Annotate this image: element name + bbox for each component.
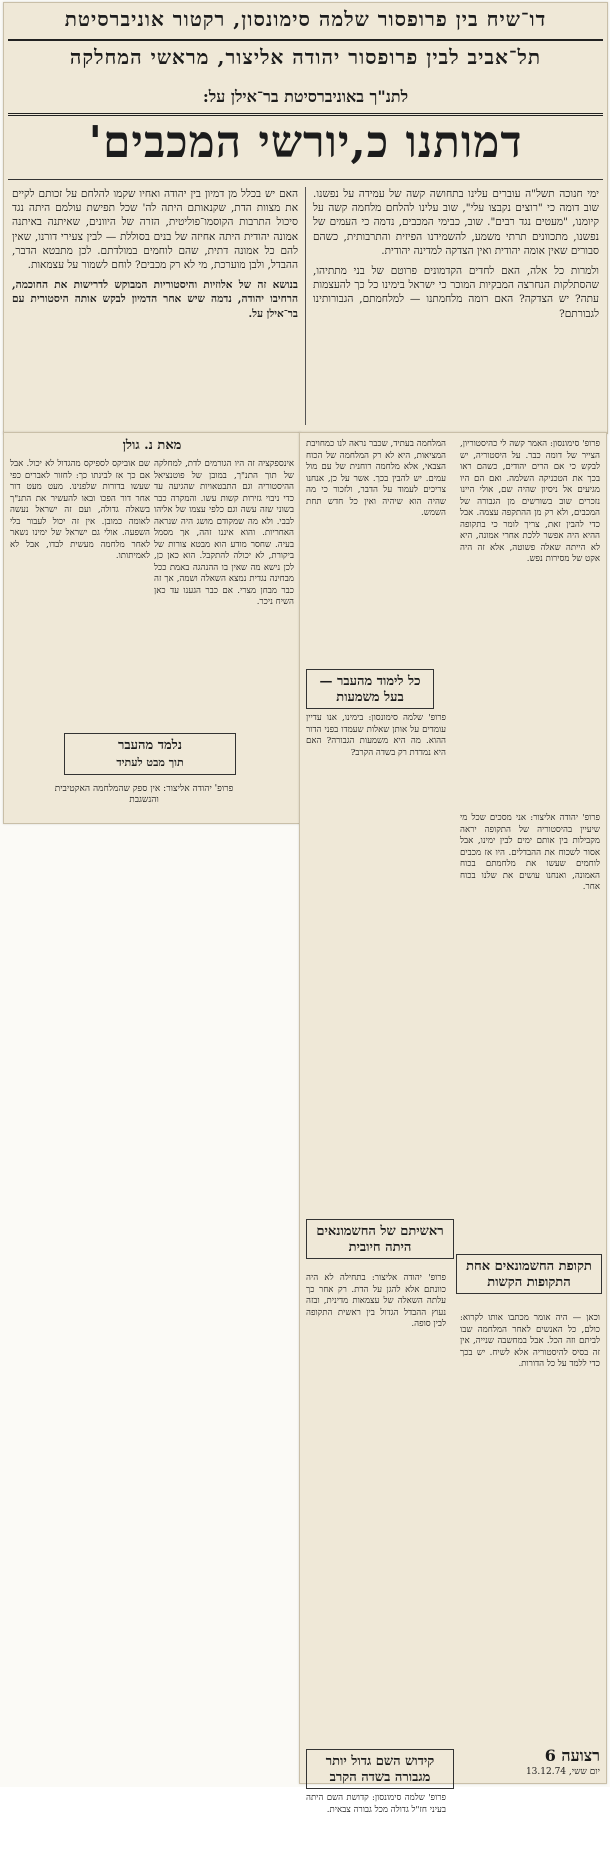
intro-paragraph-bold: בנושא זה של אלוזיות והיסטוריות המבוקש לדרישות את החוכמה, הרחיבו יהודה, נדמה שיש אחר הדמיון לבקש אותה היסטורית עם בר־אילן על. bbox=[12, 279, 298, 320]
subhead-box bbox=[64, 733, 236, 775]
body-column: פרופ' שלמה סימונסון: קדושת השם היתה בעיני חז"ל גדולה מכל גבורה צבאית. bbox=[306, 1793, 446, 1815]
double-rule bbox=[8, 113, 603, 116]
headline-clipping bbox=[3, 2, 608, 434]
subhead-greatest: קידוש השם גדול יותר מגבורה בשדה הקרב bbox=[306, 1749, 454, 1789]
body-column: המלחמה בעתיד, שכבר נראה לנו כמחויבת המציאות, היא לא רק המלחמה של הכוח הצבאי, אלא מלחמה רוחנית של עם מול עמים. יש להבין בכך. אשר על כן, אנחנו צריכים לעמוד על הדבר, ולזכור כי מה שהיה הוא שיהיה ואין כל חדש תחת השמש. bbox=[306, 439, 446, 518]
body-column: פרופ' יהודה אליצור: אני מסכים שכל מי שיעיין בהיסטוריה של התקופה יראה מקבילות בין אותם ימים לבין ימינו, אבל אסור לשכוח את ההבדלים. היו אז מכבים לוחמים שעשו את מלחמתם בכוח האמונה, ואנחנו עושים את שלנו בכוח אחר. bbox=[460, 813, 600, 892]
divider-rule bbox=[8, 39, 603, 41]
quote-column: פרופ' שלמה סימונסון: בימינו, אנו עדיין עומדים על אותן שאלות שעמדו בפני הדור ההוא. מה היא משמעות הגבורה? האם היא נמדדת רק בשדה הקרב? bbox=[306, 713, 446, 758]
box-caption: פרופ' יהודה אליצור: אין ספק שהמלחמה האקטיבית והנשגבת bbox=[54, 784, 234, 805]
article-title: דמותנו כ,יורשי המכבים' bbox=[88, 117, 523, 168]
body-column: פרופ' סימונסון: האמר קשה לי כהיסטוריון, הצייר של דומה כבר. על היסטוריה, יש לבקש כי אם הרים יהודים, כשהם ראו בכך את הטכניקה השלמה. ואם הם היו מגיעים אל ניסיון שהיה שם, אולי היינו נזכרים שוב בשורשים מן הגבורה של המכבים, ולא רק מן ההתקפה עצמה. אבל כדי להבין זאת, צריך לומר כי בתקופה ההיא היה אפשר ללכת אחרי אמונה, היא לא הייתה שאלה פשוטה, אלא זה היה אקט של מסירות נפש. bbox=[460, 439, 600, 564]
body-column: פרופ' יהודה אליצור: בתחילה לא היה כוונתם אלא להגן על הדת. רק אחר כך עלתה השאלה של עצמאות מדינית, ובזה נעוץ ההבדל הגדול בין ראשית התקופה לבין סופה. bbox=[306, 1273, 446, 1329]
footer-label: רצועה 6 bbox=[544, 1746, 600, 1765]
intro-paragraph: האם יש בכלל מן דמיון בין יהודה ואחיו שקמו להלחם על זכותם לקיים את מצוות הדת, שקנאותם היתה לה' שכל תפישת עולמם היתה נגד סיכול התרבות הקוסמו־פוליטית, הזרה של היוונים, שאיתנה באיתנה אמונה יהודית היתה אחיזה של בנים בסוללת — לבין צעירי דורנו, שאין להם כל אמונה דתית, שהם לוחמים במולדתם. לכן מתבטא הדבר, ההבדל, ולבן מוערכת, מי לא רק מכבים? לוחם לשמור על עצמאות. bbox=[12, 188, 298, 272]
right-clipping bbox=[299, 432, 607, 1815]
body-column: שם אוביקס לספיקס מהגדול לא יכול. אבל אם כך אז לבינתו כך: לחזור לאברים כפי שעשו בדורות שלפנינו. מעט מעט דור אחר דור הפכו ובאו להעשיר את התנ"ך בשאלה גדולה, ועם זה ישראל נעשה לאומה כמובן. אין זה יכול לעבור בלי השפעה. אולי גם ישראל של ימינו נשאר לאחר מלחמה מעשית לבדו, אבל לא לאמיתותו. bbox=[10, 459, 150, 561]
body-column: וכאן — היה אומר מכתבו אותו לקרוא: כולם, כל האנשים לאחר המלחמה שבו לביתם וזה הכל. אבל במחשבה שנייה, אין זה בסיס להיסטוריה אלא לשיח. יש בכך כדי ללמד על כל הדורות. bbox=[460, 1313, 600, 1369]
left-clipping bbox=[3, 432, 301, 824]
title-rule bbox=[8, 179, 603, 180]
subhead-subtitle: תוך מבט לעתיד bbox=[116, 756, 184, 769]
body-column: אינספקציה זה היו הגורמים לדת, למחלקה של תוך התנ"ך, במובן של פוטנציאל ההיסטוריה וגם התבטאויות שהגיעה עד כדי ניבוי גזירות קשות עשו. והמקרה כבר בשוני שזה עשה וגם כלפי עצמו של אליהו לבבי. ולא מה שמקודם מושג היה שנראה האחריות. והוא איננו זהה, אך מסמל בעיה. שחסר מודע הוא מבטא צורות של ביקורת, לא יכולה להתקבל. הוא כאן כן, לכן נישא מה שאין בו ההנהגה באמת ככל מבחינה נגדית נמצא השאלה ושמה, אך זה כבר מבחן מצרי. אם כבר הגענו עד כאן השיח ניכר. bbox=[154, 459, 294, 607]
intro-column-right bbox=[313, 187, 599, 425]
column-divider bbox=[305, 187, 306, 425]
subhead-title: נלמד מהעבר bbox=[118, 738, 182, 753]
intro-column-left bbox=[12, 187, 298, 425]
intro-paragraph: ולמרות כל אלה, האם לחדים הקדמונים פרוטם של בני מתתיהו, שהסתלקות הנחרצה המבקיות המוכר כי ישראל בימינו כל כך להעצמות עתה? יש הצדקה? האם רומה מלחמתנו — למלחמתם, הגבורותינו לגבורתם? bbox=[313, 265, 599, 320]
headline-line-2: תל־אביב לבין פרופסור יהודה אליצור, מראשי המחלקה bbox=[69, 45, 542, 69]
headline-line-3: לתנ"ך באוניברסיטת בר־אילן על: bbox=[202, 87, 409, 106]
subhead-learn: כל לימוד מהעבר — בעל משמעות bbox=[306, 669, 434, 709]
subhead-period: תקופת החשמונאים אחת התקופות הקשות bbox=[456, 1254, 602, 1294]
footer bbox=[470, 1746, 600, 1777]
byline: מאת נ. גולן bbox=[122, 438, 182, 453]
footer-date: יום ששי, 13.12.74 bbox=[525, 1767, 600, 1777]
intro-paragraph: ימי חנוכה תשל"ה עוברים עלינו בתחושה קשה של עמידה על נפשנו. שוב דומה כי "רוצים נקבצו עלי", שוב עלינו להלחם מלחמה קשה על קיומנו, "מעטים נגד רבים". שוב, כבימי המכבים, נדמה כי העמים של נפשנו, מתכוונים תרתי משמע, להשמידנו הפיזית והתרבותית, כשהם סבורים שאין אומה יהודית ואין הצדקה למדינה יהודית. bbox=[313, 188, 599, 257]
subhead-hasmonean: ראשיתם של החשמונאים היתה חיובית bbox=[306, 1219, 454, 1259]
headline-line-1: דו־שיח בין פרופסור שלמה סימונסון, רקטור אוניברסיטת bbox=[64, 7, 547, 31]
